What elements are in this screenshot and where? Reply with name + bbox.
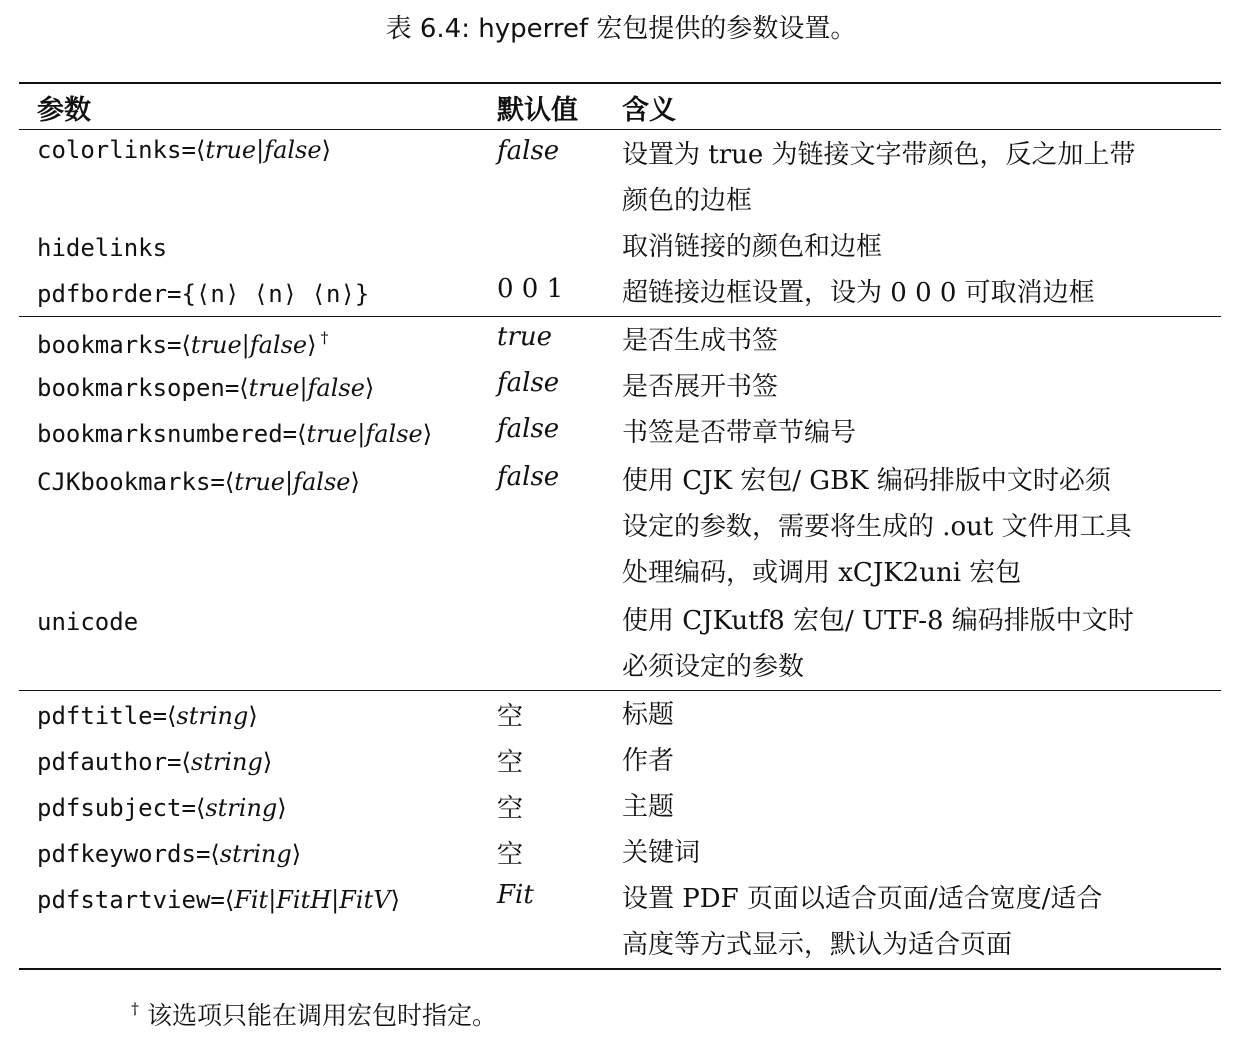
footnote <box>131 996 497 1032</box>
param-cell: CJKbookmarks=⟨true|false⟩ <box>37 468 360 496</box>
default-cell: false <box>497 136 560 166</box>
param-cell: pdfkeywords=⟨string⟩ <box>37 840 302 868</box>
default-cell: 空 <box>497 840 524 870</box>
top-rule <box>19 82 1221 84</box>
group-rule <box>19 690 1221 691</box>
header-param: 参数 <box>37 95 91 126</box>
table-caption: 表 6.4: hyperref 宏包提供的参数设置。 <box>385 14 857 44</box>
param-cell: hidelinks <box>37 234 168 262</box>
meaning-cell: 作者 <box>622 746 675 776</box>
default-cell: false <box>497 368 560 398</box>
param-cell: bookmarks=⟨true|false⟩ † <box>37 328 329 359</box>
bottom-rule <box>19 968 1221 970</box>
param-cell: pdfstartview=⟨Fit|FitH|FitV⟩ <box>37 886 400 914</box>
param-cell: bookmarksnumbered=⟨true|false⟩ <box>37 420 433 448</box>
default-cell: false <box>497 462 560 492</box>
meaning-cell: 是否生成书签 <box>622 326 779 356</box>
param-cell: pdfsubject=⟨string⟩ <box>37 794 287 822</box>
param-cell: pdftitle=⟨string⟩ <box>37 702 258 730</box>
param-cell: pdfauthor=⟨string⟩ <box>37 748 273 776</box>
param-cell: pdfborder={⟨n⟩ ⟨n⟩ ⟨n⟩} <box>37 280 370 308</box>
header-default: 默认值 <box>497 95 578 126</box>
group-rule <box>19 316 1221 317</box>
meaning-cell: 设置 PDF 页面以适合页面/适合宽度/适合 高度等方式显示，默认为适合页面 <box>622 884 1103 960</box>
meaning-cell: 设置为 true 为链接文字带颜色，反之加上带 颜色的边框 <box>622 140 1136 216</box>
default-cell: false <box>497 414 560 444</box>
meaning-cell: 取消链接的颜色和边框 <box>622 232 883 262</box>
footnote-text: 该选项只能在调用宏包时指定。 <box>147 1001 498 1030</box>
meaning-cell: 是否展开书签 <box>622 372 779 402</box>
meaning-cell: 关键词 <box>622 838 701 868</box>
default-cell: 空 <box>497 748 524 778</box>
meaning-cell: 主题 <box>622 792 675 822</box>
default-cell: 空 <box>497 702 524 732</box>
footnote-dagger: † <box>320 328 329 347</box>
default-cell: Fit <box>497 880 534 910</box>
param-cell: bookmarksopen=⟨true|false⟩ <box>37 374 375 402</box>
default-cell: true <box>497 322 553 352</box>
default-cell: 0 0 1 <box>497 274 564 304</box>
default-cell: 空 <box>497 794 524 824</box>
header-meaning: 含义 <box>622 95 676 126</box>
meaning-cell: 使用 CJKutf8 宏包/ UTF-8 编码排版中文时 必须设定的参数 <box>622 606 1134 682</box>
meaning-cell: 标题 <box>622 700 675 730</box>
meaning-cell: 超链接边框设置，设为 0 0 0 可取消边框 <box>622 278 1095 308</box>
param-cell: colorlinks=⟨true|false⟩ <box>37 136 331 164</box>
header-rule <box>19 129 1221 130</box>
table-header <box>0 86 1242 126</box>
meaning-cell: 使用 CJK 宏包/ GBK 编码排版中文时必须 设定的参数，需要将生成的 .out 文件用工具 处理编码，或调用 xCJK2uni 宏包 <box>622 466 1132 588</box>
meaning-cell: 书签是否带章节编号 <box>622 418 857 448</box>
footnote-mark: † <box>131 999 139 1018</box>
param-cell: unicode <box>37 608 139 636</box>
